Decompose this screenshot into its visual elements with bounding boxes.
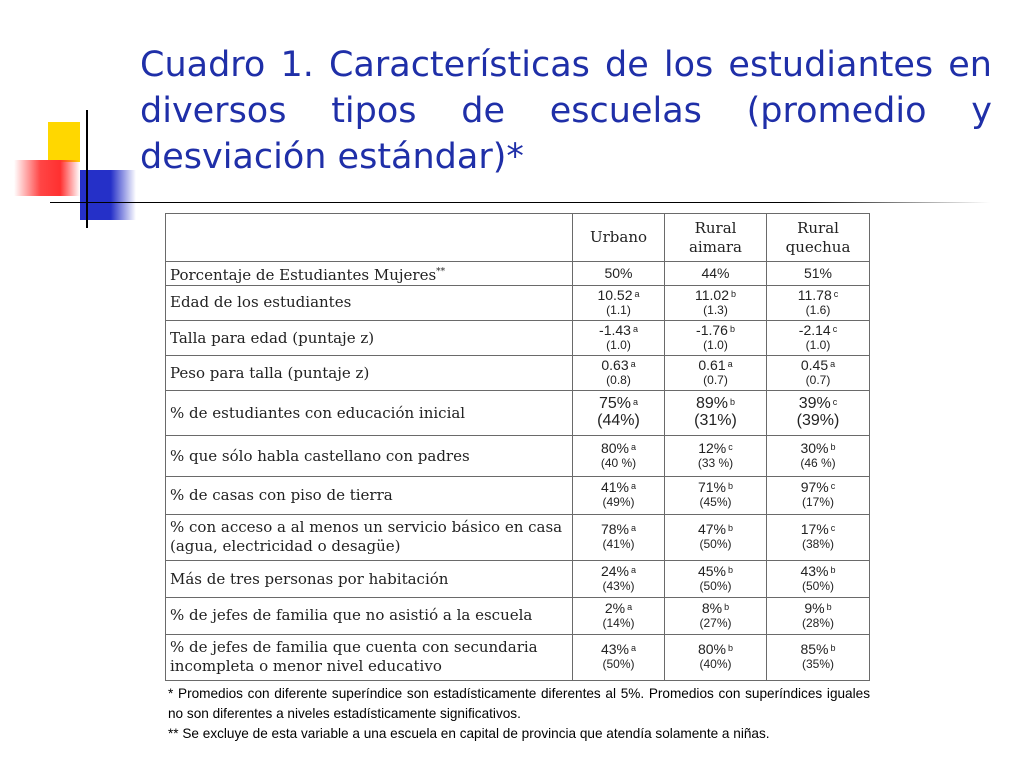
mean-value: 43%: [600, 641, 629, 658]
std-deviation: (44%): [597, 411, 640, 429]
value-cell: [665, 560, 767, 597]
row-label-superscript: **: [436, 266, 446, 277]
value-cell: [665, 262, 767, 285]
std-deviation: (40%): [699, 657, 732, 672]
row-label: [166, 598, 573, 634]
mean-value: 2%: [604, 599, 626, 616]
std-deviation: (17%): [801, 495, 834, 510]
mean-value: -2.14: [798, 322, 831, 339]
deco-vertical-line: [86, 110, 88, 228]
value-cell: [573, 634, 665, 680]
row-label-text: Peso para talla (puntaje z): [170, 363, 370, 382]
significance-superscript: b: [729, 324, 735, 335]
deco-blue-square: [80, 170, 136, 220]
significance-superscript: a: [631, 565, 637, 576]
row-label-text: % de casas con piso de tierra: [170, 485, 393, 504]
value-cell: [665, 598, 767, 634]
std-deviation: (49%): [602, 495, 635, 510]
value-cell: [767, 356, 870, 391]
deco-yellow-square: [48, 122, 80, 162]
value-cell: [665, 477, 767, 514]
value-cell: [573, 262, 665, 285]
value-cell: [573, 285, 665, 320]
value-cell: [767, 634, 870, 680]
table-header-row: [166, 214, 870, 262]
std-deviation: (45%): [699, 495, 732, 510]
significance-superscript: a: [632, 324, 638, 335]
std-deviation: (31%): [694, 411, 737, 429]
significance-superscript: c: [830, 523, 836, 534]
value-cell: [665, 514, 767, 560]
significance-superscript: b: [730, 396, 736, 407]
header-line: quechua: [785, 237, 851, 256]
table-row: [166, 598, 870, 634]
footnote-2: ** Se excluye de esta variable a una escuela en capital de provincia que atendía solamente a niñas.: [168, 726, 770, 741]
mean-value: 9%: [804, 599, 825, 616]
page-title: Cuadro 1. Características de los estudiantes en diversos tipos de escuelas (promedio y desviación estándar)*: [140, 45, 992, 177]
std-deviation: (41%): [602, 537, 635, 552]
row-label-text: Porcentaje de Estudiantes Mujeres: [170, 265, 437, 284]
mean-value: 97%: [800, 479, 829, 496]
value-cell: [665, 435, 767, 476]
std-deviation: (39%): [796, 411, 840, 429]
value-cell: [573, 514, 665, 560]
table-row: [166, 477, 870, 514]
row-label: [166, 435, 573, 476]
header-empty-cell: [166, 214, 573, 262]
table-row: [166, 560, 870, 597]
std-deviation: (33 %): [697, 456, 734, 471]
row-label: [166, 514, 573, 560]
mean-value: 30%: [800, 440, 829, 457]
significance-superscript: c: [728, 442, 733, 453]
value-cell: [767, 477, 870, 514]
std-deviation: (35%): [801, 657, 834, 672]
significance-superscript: b: [830, 565, 836, 576]
table-row: [166, 356, 870, 391]
value-cell: [573, 320, 665, 355]
row-label-text: % de jefes de familia que cuenta con secundaria incompleta o menor nivel educativo: [170, 638, 538, 676]
header-line: Rural: [797, 218, 839, 237]
significance-superscript: b: [728, 481, 734, 492]
row-label-text: % con acceso a al menos un servicio básico en casa (agua, electricidad o desagüe): [170, 518, 563, 556]
std-deviation: (1.6): [805, 302, 831, 317]
deco-red-glow: [14, 160, 80, 196]
std-deviation: (46 %): [800, 456, 836, 471]
mean-value: 43%: [800, 563, 829, 580]
significance-superscript: c: [830, 481, 836, 492]
value-cell: [665, 634, 767, 680]
footnote-1: * Promedios con diferente superíndice son estadísticamente diferentes al 5%. Promedios con superíndices iguales no son diferentes a niveles estadísticamente significativos.: [168, 686, 870, 721]
row-label-text: Edad de los estudiantes: [170, 293, 352, 312]
std-deviation: (40 %): [600, 456, 637, 471]
mean-value: 0.63: [601, 357, 629, 374]
mean-value: 47%: [697, 521, 726, 538]
value-cell: [767, 320, 870, 355]
std-deviation: (27%): [699, 615, 732, 630]
significance-superscript: a: [631, 481, 637, 492]
row-label: [166, 320, 573, 355]
mean-value: 17%: [800, 521, 829, 538]
value-cell: [665, 285, 767, 320]
std-deviation: (50%): [699, 537, 732, 552]
mean-value: 71%: [697, 479, 726, 496]
characteristics-table: [165, 213, 870, 681]
mean-value: 51%: [803, 265, 833, 281]
table-row: [166, 262, 870, 285]
value-cell: [573, 391, 665, 435]
row-label-text: Más de tres personas por habitación: [170, 569, 449, 588]
value-cell: [573, 356, 665, 391]
table-row: [166, 391, 870, 435]
significance-superscript: a: [830, 359, 836, 370]
value-cell: [573, 435, 665, 476]
characteristics-table-container: [165, 213, 869, 681]
significance-superscript: c: [833, 288, 839, 299]
table-row: [166, 514, 870, 560]
value-cell: [767, 262, 870, 285]
value-cell: [665, 320, 767, 355]
table-row: [166, 320, 870, 355]
std-deviation: (1.0): [703, 338, 728, 353]
std-deviation: (14%): [602, 615, 635, 630]
value-cell: [573, 598, 665, 634]
mean-value: -1.43: [599, 322, 631, 339]
std-deviation: (0.7): [703, 373, 728, 388]
header-urbano: [573, 214, 665, 262]
significance-superscript: a: [727, 359, 733, 370]
std-deviation: (28%): [801, 615, 834, 630]
mean-value: 24%: [600, 563, 629, 580]
mean-value: 85%: [800, 641, 829, 658]
std-deviation: (1.0): [606, 338, 631, 353]
std-deviation: (38%): [801, 537, 834, 552]
mean-value: 44%: [701, 265, 730, 281]
significance-superscript: b: [728, 565, 734, 576]
mean-value: 78%: [600, 521, 629, 538]
std-deviation: (1.0): [805, 338, 831, 353]
mean-value: 0.61: [698, 357, 726, 374]
std-deviation: (0.8): [606, 373, 631, 388]
value-cell: [767, 598, 870, 634]
significance-superscript: c: [832, 324, 838, 335]
footnotes: [168, 684, 870, 744]
significance-superscript: a: [634, 288, 640, 299]
std-deviation: (1.1): [606, 302, 631, 317]
mean-value: 0.45: [800, 357, 829, 374]
mean-value: 80%: [697, 641, 726, 658]
row-label-text: % de jefes de familia que no asistió a la escuela: [170, 606, 533, 625]
row-label: [166, 262, 573, 285]
header-rural-quechua: [767, 214, 870, 262]
row-label: [166, 285, 573, 320]
mean-value: -1.76: [696, 322, 728, 339]
mean-value: 89%: [695, 394, 728, 412]
mean-value: 80%: [600, 440, 629, 457]
mean-value: 39%: [798, 394, 831, 412]
value-cell: [573, 560, 665, 597]
mean-value: 45%: [697, 563, 726, 580]
value-cell: [665, 391, 767, 435]
mean-value: 10.52: [597, 286, 633, 303]
row-label-text: % que sólo habla castellano con padres: [170, 446, 470, 465]
table-row: [166, 435, 870, 476]
value-cell: [767, 514, 870, 560]
mean-value: 11.02: [694, 286, 729, 303]
value-cell: [767, 391, 870, 435]
significance-superscript: b: [728, 523, 734, 534]
significance-superscript: b: [724, 601, 730, 612]
header-line: Urbano: [589, 228, 648, 247]
row-label-text: Talla para edad (puntaje z): [170, 328, 375, 347]
table-row: [166, 634, 870, 680]
std-deviation: (50%): [602, 657, 635, 672]
significance-superscript: a: [631, 523, 637, 534]
mean-value: 50%: [604, 265, 633, 281]
row-label: [166, 356, 573, 391]
std-deviation: (1.3): [703, 302, 728, 317]
std-deviation: (43%): [602, 579, 635, 594]
significance-superscript: a: [627, 601, 633, 612]
std-deviation: (50%): [699, 579, 732, 594]
row-label: [166, 391, 573, 435]
header-rural-aimara: [665, 214, 767, 262]
deco-horizontal-line: [50, 202, 990, 203]
significance-superscript: a: [631, 442, 637, 453]
significance-superscript: a: [631, 643, 637, 654]
value-cell: [767, 285, 870, 320]
row-label: [166, 634, 573, 680]
std-deviation: (50%): [801, 579, 834, 594]
significance-superscript: b: [826, 601, 832, 612]
row-label: [166, 477, 573, 514]
table-row: [166, 285, 870, 320]
mean-value: 8%: [701, 599, 723, 616]
value-cell: [767, 560, 870, 597]
mean-value: 12%: [698, 440, 727, 457]
significance-superscript: a: [630, 359, 636, 370]
row-label: [166, 560, 573, 597]
significance-superscript: b: [728, 643, 734, 654]
value-cell: [573, 477, 665, 514]
significance-superscript: a: [633, 396, 639, 407]
value-cell: [767, 435, 870, 476]
row-label-text: % de estudiantes con educación inicial: [170, 403, 466, 422]
std-deviation: (0.7): [805, 373, 831, 388]
header-line: aimara: [688, 237, 743, 256]
header-line: Rural: [694, 218, 737, 237]
mean-value: 75%: [598, 394, 631, 412]
value-cell: [665, 356, 767, 391]
mean-value: 41%: [600, 479, 629, 496]
mean-value: 11.78: [797, 286, 832, 303]
significance-superscript: b: [830, 643, 836, 654]
significance-superscript: c: [832, 396, 838, 407]
significance-superscript: b: [730, 288, 736, 299]
significance-superscript: b: [830, 442, 836, 453]
